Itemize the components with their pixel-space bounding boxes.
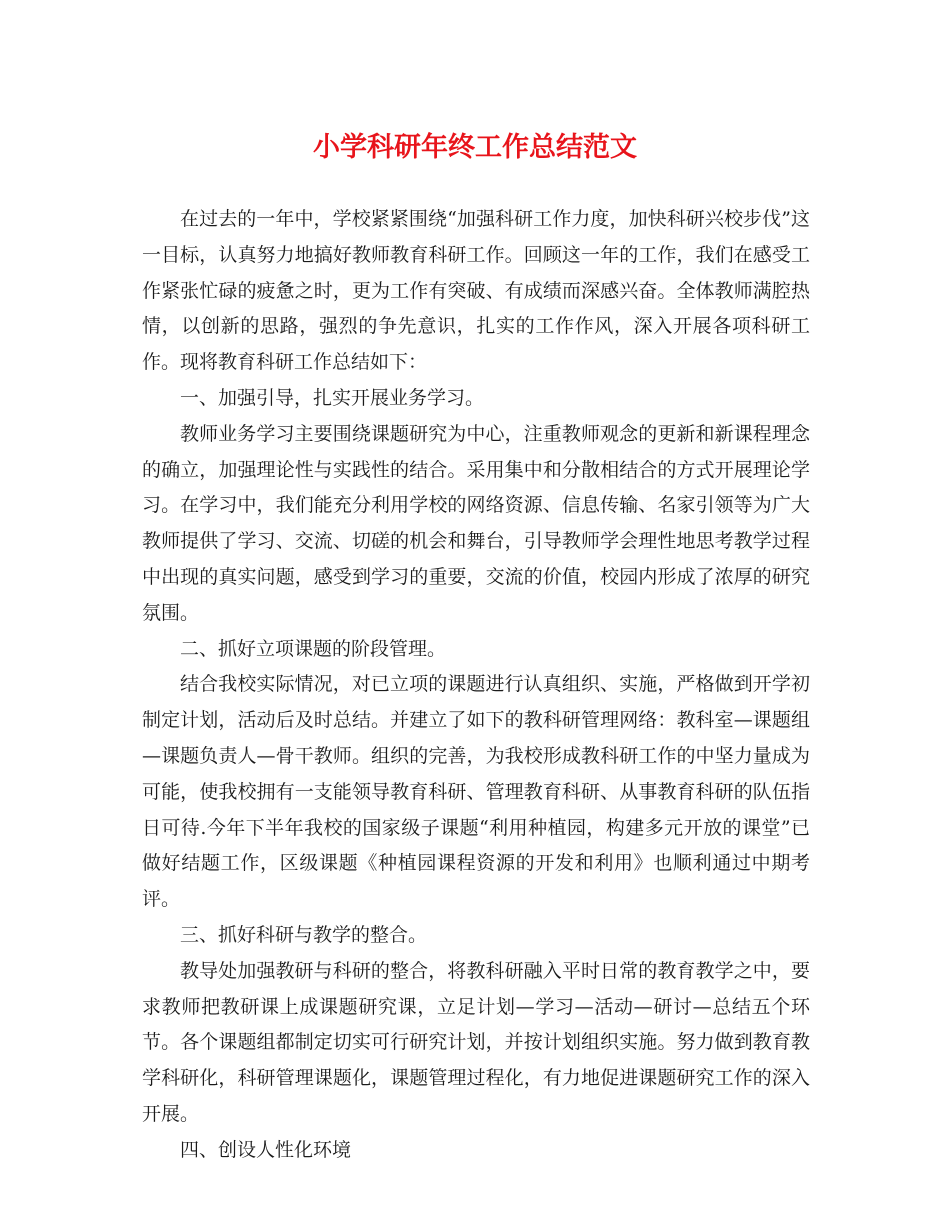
paragraph-section-1: 教师业务学习主要围绕课题研究为中心，注重教师观念的更新和新课程理念的确立，加强理论性与实践性的结合。采用集中和分散相结合的方式开展理论学习。在学习中，我们能充分利用学校的网络资源、信息传输、名家引领等为广大教师提供了学习、交流、切磋的机会和舞台，引导教师学会理性地思考教学过程中出现的真实问题，感受到学习的重要，交流的价值，校园内形成了浓厚的研究氛围。 xyxy=(142,422,810,624)
paragraph-section-3: 教导处加强教研与科研的整合，将教科研融入平时日常的教育教学之中，要求教师把教研课上成课题研究课，立足计划—学习—活动—研讨—总结五个环节。各个课题组都制定切实可行研究计划，并按计划组织实施。努力做到教育教学科研化，科研管理课题化，课题管理过程化，有力地促进课题研究工作的深入开展。 xyxy=(142,959,810,1125)
paragraph-section-2: 结合我校实际情况，对已立项的课题进行认真组织、实施，严格做到开学初制定计划，活动后及时总结。并建立了如下的教科研管理网络：教科室—课题组—课题负责人—骨干教师。组织的完善，为我校形成教科研工作的中坚力量成为可能，使我校拥有一支能领导教育科研、管理教育科研、从事教育科研的队伍指日可待.今年下半年我校的国家级子课题“利用种植园，构建多元开放的课堂”已做好结题工作，区级课题《种植园课程资源的开发和利用》也顺利通过中期考评。 xyxy=(142,673,810,911)
heading-section-3: 三、抓好科研与教学的整合。 xyxy=(180,923,428,946)
heading-section-1: 一、加强引导，扎实开展业务学习。 xyxy=(180,386,485,409)
paragraph-intro: 在过去的一年中，学校紧紧围绕“加强科研工作力度，加快科研兴校步伐”这一目标，认真努力地搞好教师教育科研工作。回顾这一年的工作，我们在感受工作紧张忙碌的疲惫之时，更为工作有突破、有成绩而深感兴奋。全体教师满腔热情，以创新的思路，强烈的争先意识，扎实的工作作风，深入开展各项科研工作。现将教育科研工作总结如下： xyxy=(142,208,810,374)
document-title: 小学科研年终工作总结范文 xyxy=(313,132,637,163)
document-body xyxy=(142,202,810,1169)
heading-section-4: 四、创设人性化环境 xyxy=(180,1138,352,1161)
heading-section-2: 二、抓好立项课题的阶段管理。 xyxy=(180,637,447,660)
